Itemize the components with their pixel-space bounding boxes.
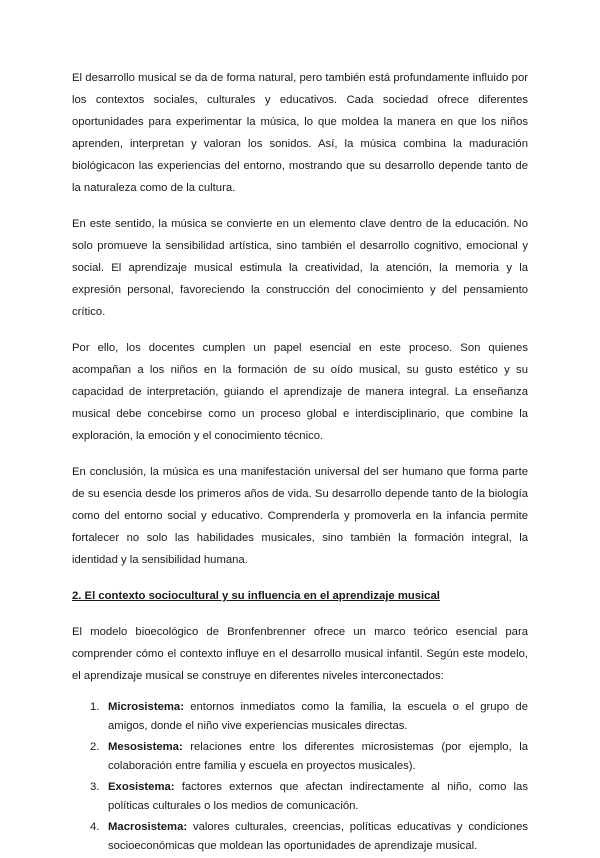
list-number: 3. [90,780,100,793]
list-term: Exosistema: [108,780,175,793]
paragraph-2: En este sentido, la música se convierte en un elemento clave dentro de la educación. No solo promueve la sensibilidad artística, sino también el desarrollo cognitivo, emocional y social. El aprendizaje musical estimula la creatividad, la atención, la memoria y la expresión personal, favoreciendo la construcción del conocimiento y del pensamiento crítico. [72,217,528,318]
list-item [72,818,528,856]
list-term: Macrosistema: [108,820,188,833]
paragraph-1: El desarrollo musical se da de forma natural, pero también está profundamente influido por los contextos sociales, culturales y educativos. Cada sociedad ofrece diferentes oportunidades para experimentar la música, lo que moldea la manera en que los niños aprenden, interpretan y valoran los sonidos. Así, la música combina la maduración biológicacon las experiencias del entorno, mostrando que su desarrollo depende tanto de la naturaleza como de la cultura. [72,72,528,194]
list-number: 1. [90,700,100,713]
section-intro: El modelo bioecológico de Bronfenbrenner ofrece un marco teórico esencial para comprender cómo el contexto influye en el desarrollo musical infantil. Según este modelo, el aprendizaje musical se construye en diferentes niveles interconectados: [72,625,528,682]
levels-list [72,698,528,856]
list-text: factores externos que afectan indirectamente al niño, como las políticas culturales o los medios de comunicación. [108,780,528,812]
list-term: Microsistema: [108,700,184,713]
list-item [72,698,528,736]
list-number: 4. [90,820,100,833]
document-page [72,68,528,858]
paragraph-3: Por ello, los docentes cumplen un papel esencial en este proceso. Son quienes acompañan a los niños en la formación de su oído musical, su gusto estético y su capacidad de interpretación, guiando el aprendizaje de manera integral. La enseñanza musical debe concebirse como un proceso global e interdisciplinario, que combine la exploración, la emoción y el conocimiento técnico. [72,341,528,442]
list-text: entornos inmediatos como la familia, la escuela o el grupo de amigos, donde el niño vive experiencias musicales directas. [108,700,528,732]
list-text: valores culturales, creencias, políticas educativas y condiciones socioeconómicas que moldean las oportunidades de aprendizaje musical. [108,820,528,852]
list-term: Mesosistema: [108,740,183,753]
section-heading: 2. El contexto sociocultural y su influencia en el aprendizaje musical [72,590,440,603]
list-number: 2. [90,740,100,753]
list-item [72,778,528,816]
list-text: relaciones entre los diferentes microsistemas (por ejemplo, la colaboración entre familia y escuela en proyectos musicales). [108,740,528,772]
paragraph-4: En conclusión, la música es una manifestación universal del ser humano que forma parte de su esencia desde los primeros años de vida. Su desarrollo depende tanto de la biología como del entorno social y educativo. Comprenderla y promoverla en la infancia permite fortalecer no solo las habilidades musicales, sino también la formación integral, la identidad y la sensibilidad humana. [72,466,528,566]
list-item [72,738,528,776]
